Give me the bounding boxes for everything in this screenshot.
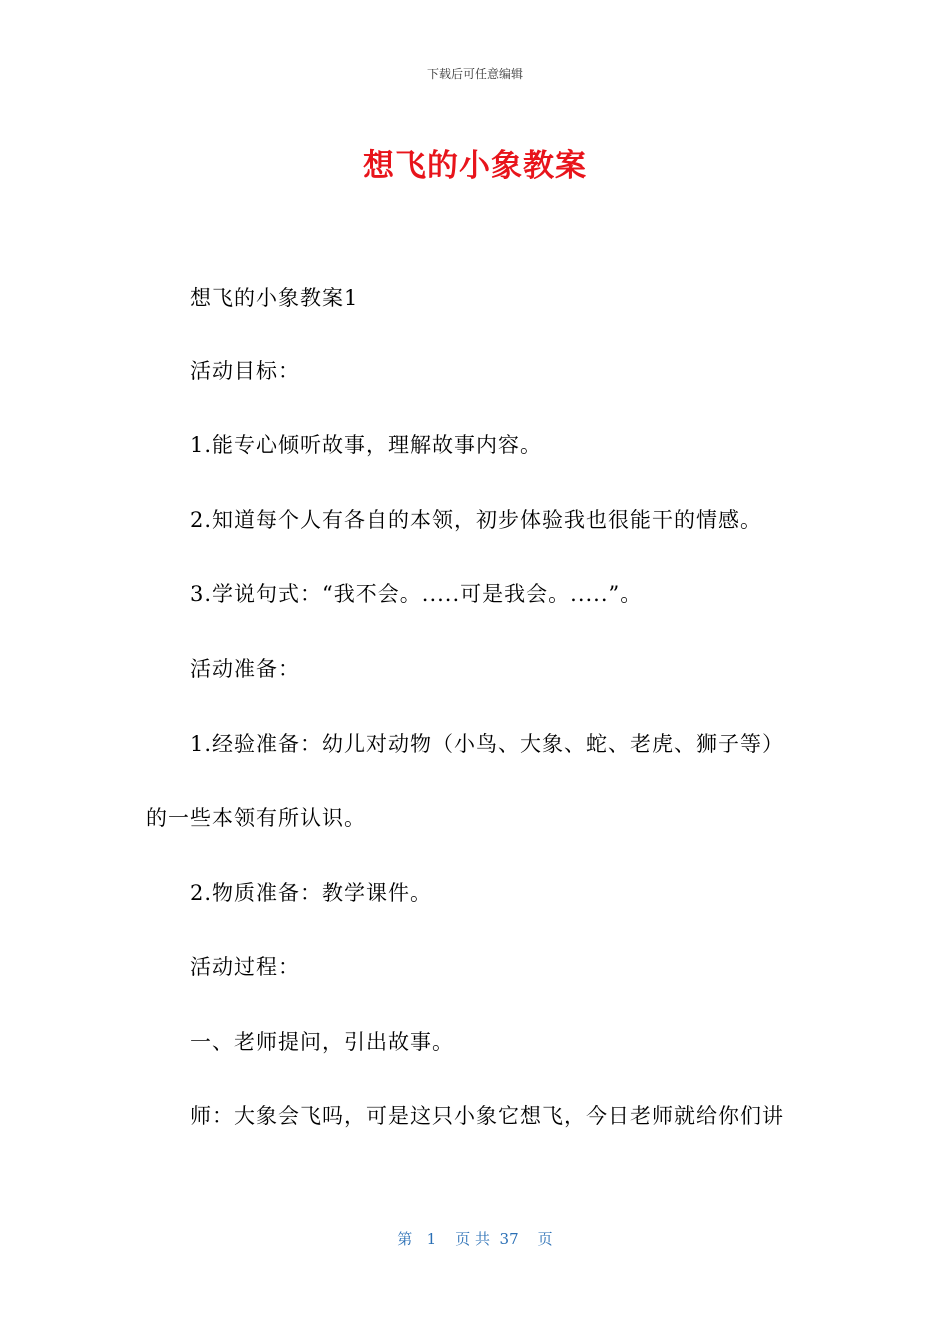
paragraph-prep-1: 1.经验准备：幼儿对动物（小鸟、大象、蛇、老虎、狮子等） — [190, 732, 785, 756]
paragraph-teacher-speech: 师：大象会飞吗，可是这只小象它想飞，今日老师就给你们讲 — [190, 1104, 784, 1128]
paragraph-process-heading: 活动过程： — [190, 955, 300, 979]
paragraph-goal-3: 3.学说句式：“我不会。.....可是我会。.....”。 — [190, 582, 643, 606]
page-footer-page-number: 第 1 页 共 37 页 — [397, 1230, 553, 1248]
paragraph-goals-heading: 活动目标： — [190, 359, 300, 383]
document-title: 想飞的小象教案 — [363, 148, 587, 184]
paragraph-goal-1: 1.能专心倾听故事，理解故事内容。 — [190, 433, 543, 457]
paragraph-step-1: 一、老师提问，引出故事。 — [190, 1030, 454, 1054]
paragraph-prep-1-continued: 的一些本领有所认识。 — [146, 806, 366, 830]
paragraph-prep-heading: 活动准备： — [190, 657, 300, 681]
page-header-note: 下载后可任意编辑 — [426, 67, 523, 81]
paragraph-goal-2: 2.知道每个人有各自的本领，初步体验我也很能干的情感。 — [190, 508, 763, 532]
paragraph-lesson-heading: 想飞的小象教案1 — [190, 286, 359, 310]
paragraph-prep-2: 2.物质准备：教学课件。 — [190, 881, 433, 905]
